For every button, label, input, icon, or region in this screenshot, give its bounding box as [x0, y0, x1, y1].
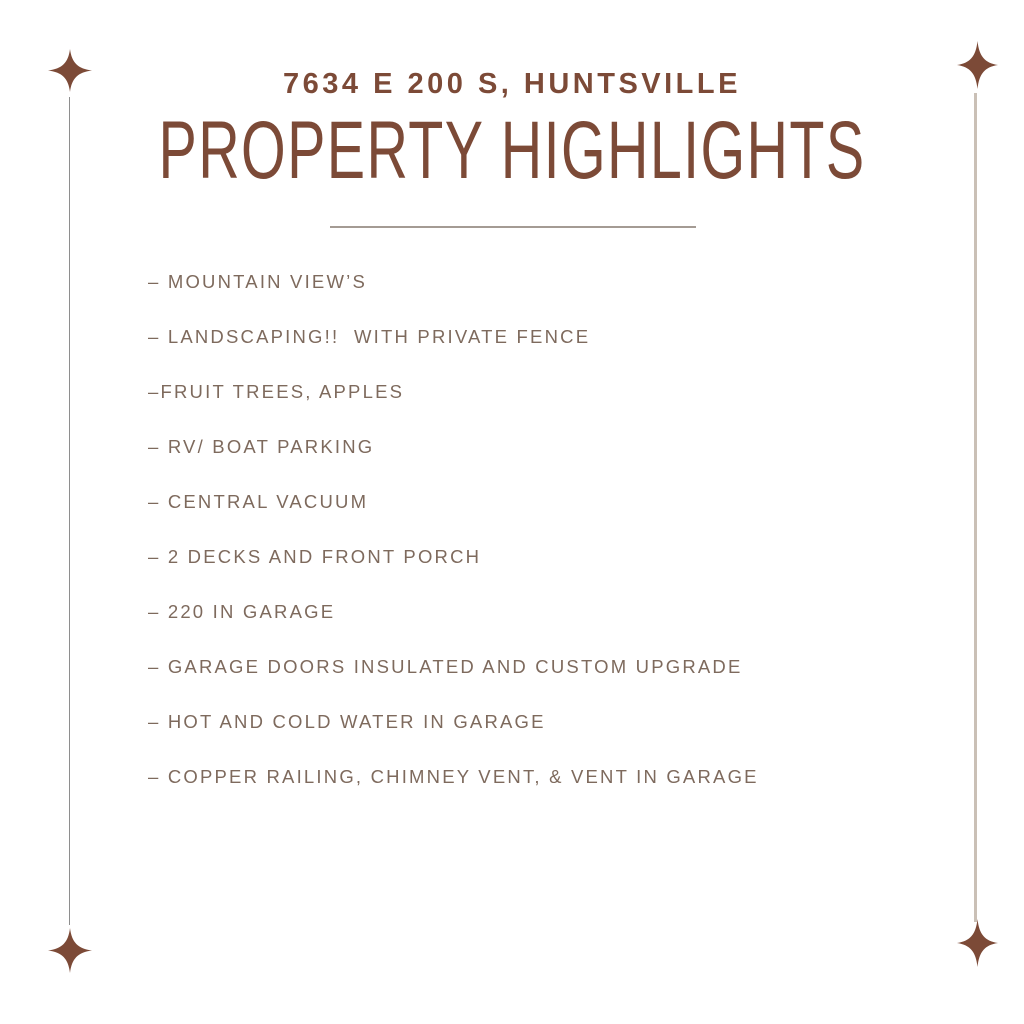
divider-line — [330, 226, 696, 228]
highlight-item: – RV/ BOAT PARKING — [148, 436, 375, 457]
property-address: 7634 E 200 S, HUNTSVILLE — [283, 68, 741, 100]
sparkle-icon-bottom-left — [48, 928, 92, 973]
highlight-item: – MOUNTAIN VIEW’S — [148, 271, 367, 292]
page-title: PROPERTY HIGHLIGHTS — [158, 105, 866, 196]
highlight-item: – 2 DECKS AND FRONT PORCH — [148, 546, 482, 567]
highlight-item: –FRUIT TREES, APPLES — [148, 381, 405, 402]
highlight-item: – CENTRAL VACUUM — [148, 491, 369, 512]
right-border-line — [974, 93, 977, 922]
highlight-item: – 220 IN GARAGE — [148, 601, 336, 622]
left-border-line — [69, 97, 70, 925]
highlight-item: – COPPER RAILING, CHIMNEY VENT, & VENT IN GARAGE — [148, 766, 759, 787]
highlight-item: – LANDSCAPING!! WITH PRIVATE FENCE — [148, 326, 591, 347]
highlights-list — [148, 254, 759, 804]
sparkle-icon-bottom-right — [957, 919, 998, 967]
title-container — [0, 105, 1024, 196]
highlight-item: – HOT AND COLD WATER IN GARAGE — [148, 711, 546, 732]
highlight-item: – GARAGE DOORS INSULATED AND CUSTOM UPGRADE — [148, 656, 743, 677]
